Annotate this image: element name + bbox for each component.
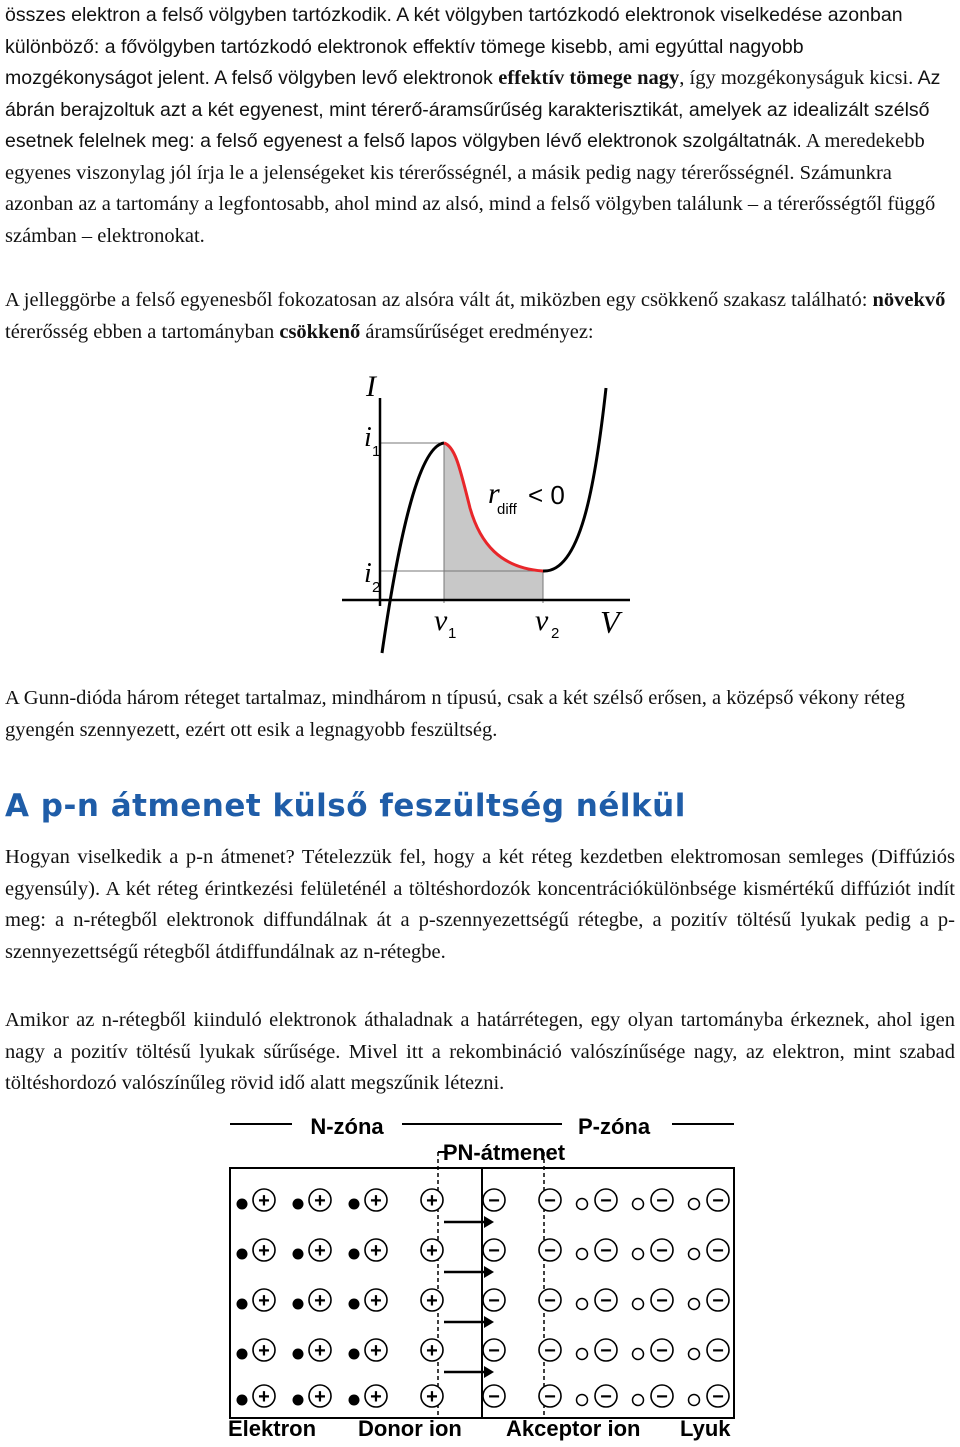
electron xyxy=(349,1249,360,1260)
donor-ion xyxy=(253,1339,275,1362)
svg-text:−: − xyxy=(600,1340,612,1362)
svg-text:−: − xyxy=(488,1340,500,1362)
svg-text:−: − xyxy=(712,1340,724,1362)
legend-akceptor-ion: Akceptor ion xyxy=(506,1416,641,1441)
acceptor-ion xyxy=(595,1385,617,1408)
electron xyxy=(349,1199,360,1210)
hole xyxy=(689,1395,700,1406)
electron xyxy=(349,1349,360,1360)
paragraph1-segment: Az ábrán berajzoltuk azt a két egyenest, mint térerő-áramsűrűség karakterisztikát, amelyek az idealizált szélső esetnek felelnek meg: a felső egyenest a felső lapos völgyben lévő elektronok szolgáltatnák. xyxy=(5,67,941,152)
acceptor-ion xyxy=(707,1385,729,1408)
acceptor-ion xyxy=(483,1239,505,1262)
svg-text:+: + xyxy=(370,1340,382,1362)
acceptor-ion xyxy=(651,1289,673,1312)
svg-text:−: − xyxy=(488,1290,500,1312)
paragraph2-segment: csökkenő xyxy=(279,320,361,343)
acceptor-ion xyxy=(539,1239,561,1262)
svg-text:+: + xyxy=(370,1290,382,1312)
svg-text:+: + xyxy=(426,1340,438,1362)
hole xyxy=(577,1199,588,1210)
svg-text:+: + xyxy=(426,1290,438,1312)
hole xyxy=(689,1199,700,1210)
acceptor-ion xyxy=(707,1239,729,1262)
acceptor-ion xyxy=(595,1289,617,1312)
donor-ion xyxy=(421,1289,443,1312)
svg-text:+: + xyxy=(426,1240,438,1262)
svg-text:−: − xyxy=(488,1190,500,1212)
electron xyxy=(237,1199,248,1210)
paragraph1-segment: effektív tömege nagy xyxy=(498,67,680,89)
svg-text:−: − xyxy=(600,1240,612,1262)
legend-donor-ion: Donor ion xyxy=(358,1416,462,1441)
section-heading: A p-n átmenet külső feszültség nélkül xyxy=(5,788,686,824)
donor-ion xyxy=(309,1339,331,1362)
paragraph2-segment: növekvő xyxy=(872,289,946,311)
hole xyxy=(577,1299,588,1310)
electron xyxy=(349,1299,360,1310)
paragraph2-segment: áramsűrűséget eredményez: xyxy=(360,320,594,343)
svg-text:−: − xyxy=(600,1190,612,1212)
hole xyxy=(689,1349,700,1360)
electron xyxy=(293,1249,304,1260)
paragraph-pn-behaviour: Hogyan viselkedik a p-n átmenet? Tételezzük fel, hogy a két réteg kezdetben elektromosan semleges (Diffúziós egyensúly). A két réteg érintkezési felületénél a töltéshordozók koncentrációkülönbsége kismértékű diffúziót indít meg: a n-rétegből elektronok diffundálnak át a p-szennyezettségű rétegbe, a pozitív töltésű lyukak pedig a p-szennyezettségű rétegből átdiffundálnak az n-rétegbe. xyxy=(5,846,955,963)
acceptor-ion xyxy=(595,1339,617,1362)
acceptor-ion xyxy=(651,1239,673,1262)
svg-text:−: − xyxy=(656,1190,668,1212)
svg-text:−: − xyxy=(600,1290,612,1312)
paragraph1-segment: A meredekebb egyenes viszonylag jól írja le a jelenségeket kis térerősségnél, a másik pedig nagy térerősségnél. Számunkra azonban az a tartomány a legfontosabb, ahol mind az alsó, mind a felső völgyben találunk – a térerősségtől függő számban – elektronokat. xyxy=(5,130,936,247)
junction-label: PN-átmenet xyxy=(442,1140,566,1165)
acceptor-ion xyxy=(651,1339,673,1362)
electron xyxy=(293,1395,304,1406)
svg-text:+: + xyxy=(370,1240,382,1262)
x-axis-label: V xyxy=(600,604,620,640)
electron xyxy=(237,1349,248,1360)
acceptor-ion xyxy=(651,1385,673,1408)
paragraph1-segment: összes elektron a felső völgyben tartózkodik. A két völgyben tartózkodó elektronok viselkedése azonban különböző: a fővölgyben tartózkodó elektronok effektív tömege kisebb, ami egyúttal nagyobb mozgékonyságot jelent. A felső völgyben levő elektronok xyxy=(5,4,903,89)
i1-label: i xyxy=(364,422,372,453)
donor-ion xyxy=(365,1189,387,1212)
svg-text:+: + xyxy=(258,1340,270,1362)
electron xyxy=(293,1349,304,1360)
donor-ion xyxy=(253,1189,275,1212)
acceptor-ion xyxy=(595,1239,617,1262)
svg-text:−: − xyxy=(656,1340,668,1362)
acceptor-ion xyxy=(539,1289,561,1312)
donor-ion xyxy=(365,1385,387,1408)
i1-subscript: 1 xyxy=(372,443,381,460)
legend xyxy=(228,1416,731,1441)
paragraph2-segment: A jelleggörbe a felső egyenesből fokozatosan az alsóra vált át, miközben egy csökkenő szakasz található: xyxy=(5,289,873,311)
donor-ion xyxy=(253,1289,275,1312)
svg-text:−: − xyxy=(712,1190,724,1212)
electron xyxy=(349,1395,360,1406)
electron xyxy=(293,1199,304,1210)
legend-lyuk: Lyuk xyxy=(680,1416,731,1441)
acceptor-ion xyxy=(483,1189,505,1212)
donor-ion xyxy=(253,1239,275,1262)
hole xyxy=(633,1349,644,1360)
rdiff-relation: < 0 xyxy=(528,480,565,510)
svg-text:−: − xyxy=(544,1190,556,1212)
acceptor-ion xyxy=(651,1189,673,1212)
diffusion-arrowhead xyxy=(484,1216,494,1228)
svg-text:+: + xyxy=(258,1386,270,1408)
svg-text:+: + xyxy=(314,1190,326,1212)
svg-text:+: + xyxy=(370,1386,382,1408)
svg-text:−: − xyxy=(712,1290,724,1312)
svg-text:−: − xyxy=(656,1386,668,1408)
svg-text:−: − xyxy=(656,1290,668,1312)
hole xyxy=(633,1249,644,1260)
diffusion-arrowhead xyxy=(484,1266,494,1278)
svg-text:−: − xyxy=(544,1340,556,1362)
donor-ion xyxy=(253,1385,275,1408)
acceptor-ion xyxy=(707,1289,729,1312)
donor-ion xyxy=(421,1385,443,1408)
i2-subscript: 2 xyxy=(372,579,381,596)
svg-text:−: − xyxy=(544,1240,556,1262)
acceptor-ion xyxy=(539,1339,561,1362)
diffusion-arrowhead xyxy=(484,1366,494,1378)
paragraph-recombination: Amikor az n-rétegből kiinduló elektronok áthaladnak a határrétegen, egy olyan tartományba érkeznek, ahol igen nagy a pozitív töltésű lyukak sűrűsége. Mivel itt a rekombináció valószínűsége nagy, az elektron, mint szabad töltéshordozó valószínűleg rövid idő alatt megszűnik létezni. xyxy=(5,1009,955,1094)
legend-elektron: Elektron xyxy=(228,1416,317,1441)
svg-text:−: − xyxy=(488,1240,500,1262)
n-zone-label: N-zóna xyxy=(310,1114,384,1139)
donor-ion xyxy=(309,1385,331,1408)
svg-text:−: − xyxy=(600,1386,612,1408)
donor-ion xyxy=(309,1289,331,1312)
hole xyxy=(633,1299,644,1310)
rdiff-label: r xyxy=(488,477,500,510)
svg-text:−: − xyxy=(544,1386,556,1408)
hole xyxy=(577,1249,588,1260)
i2-label: i xyxy=(364,558,372,589)
svg-text:+: + xyxy=(258,1190,270,1212)
svg-text:+: + xyxy=(426,1190,438,1212)
paragraph2-segment: térerősség ebben a tartományban xyxy=(5,320,280,343)
hole xyxy=(633,1395,644,1406)
svg-text:−: − xyxy=(712,1386,724,1408)
hole xyxy=(577,1349,588,1360)
acceptor-ion xyxy=(707,1189,729,1212)
donor-ion xyxy=(421,1339,443,1362)
electron xyxy=(237,1299,248,1310)
svg-text:+: + xyxy=(314,1240,326,1262)
p-zone-label: P-zóna xyxy=(577,1114,651,1139)
acceptor-ion xyxy=(483,1289,505,1312)
v1-subscript: 1 xyxy=(448,625,457,642)
acceptor-ion xyxy=(595,1189,617,1212)
v2-label: v xyxy=(535,604,549,637)
svg-text:−: − xyxy=(544,1290,556,1312)
electron xyxy=(293,1299,304,1310)
paragraph-characteristic-curve xyxy=(5,285,955,348)
v2-subscript: 2 xyxy=(551,625,560,642)
rdiff-subscript: diff xyxy=(497,501,517,518)
y-axis-label: I xyxy=(366,370,376,403)
svg-text:−: − xyxy=(488,1386,500,1408)
donor-ion xyxy=(421,1189,443,1212)
svg-text:−: − xyxy=(656,1240,668,1262)
electron xyxy=(237,1249,248,1260)
acceptor-ion xyxy=(483,1339,505,1362)
acceptor-ion xyxy=(483,1385,505,1408)
svg-text:+: + xyxy=(258,1290,270,1312)
donor-ion xyxy=(309,1189,331,1212)
hole xyxy=(689,1249,700,1260)
paragraph-gunn-diode: A Gunn-dióda három réteget tartalmaz, mindhárom n típusú, csak a két szélső erősen, a középső vékony réteg gyengén szennyezett, ezért ott esik a legnagyobb feszültség. xyxy=(5,687,906,741)
hole xyxy=(689,1299,700,1310)
svg-text:+: + xyxy=(258,1240,270,1262)
diffusion-arrowhead xyxy=(484,1316,494,1328)
svg-text:−: − xyxy=(712,1240,724,1262)
paragraph1-segment: , így mozgékonyságuk kicsi. xyxy=(679,67,914,89)
donor-ion xyxy=(365,1339,387,1362)
svg-text:+: + xyxy=(314,1290,326,1312)
v1-label: v xyxy=(434,604,448,637)
svg-text:+: + xyxy=(314,1340,326,1362)
acceptor-ion xyxy=(539,1385,561,1408)
donor-ion xyxy=(365,1239,387,1262)
electron xyxy=(237,1395,248,1406)
svg-text:+: + xyxy=(426,1386,438,1408)
donor-ion xyxy=(309,1239,331,1262)
acceptor-ion xyxy=(539,1189,561,1212)
hole xyxy=(633,1199,644,1210)
acceptor-ion xyxy=(707,1339,729,1362)
svg-text:+: + xyxy=(314,1386,326,1408)
donor-ion xyxy=(365,1289,387,1312)
donor-ion xyxy=(421,1239,443,1262)
paragraph-gunn-valleys xyxy=(5,0,955,252)
hole xyxy=(577,1395,588,1406)
iv-characteristic-figure xyxy=(330,368,640,658)
svg-text:+: + xyxy=(370,1190,382,1212)
pn-junction-figure xyxy=(222,1110,742,1447)
